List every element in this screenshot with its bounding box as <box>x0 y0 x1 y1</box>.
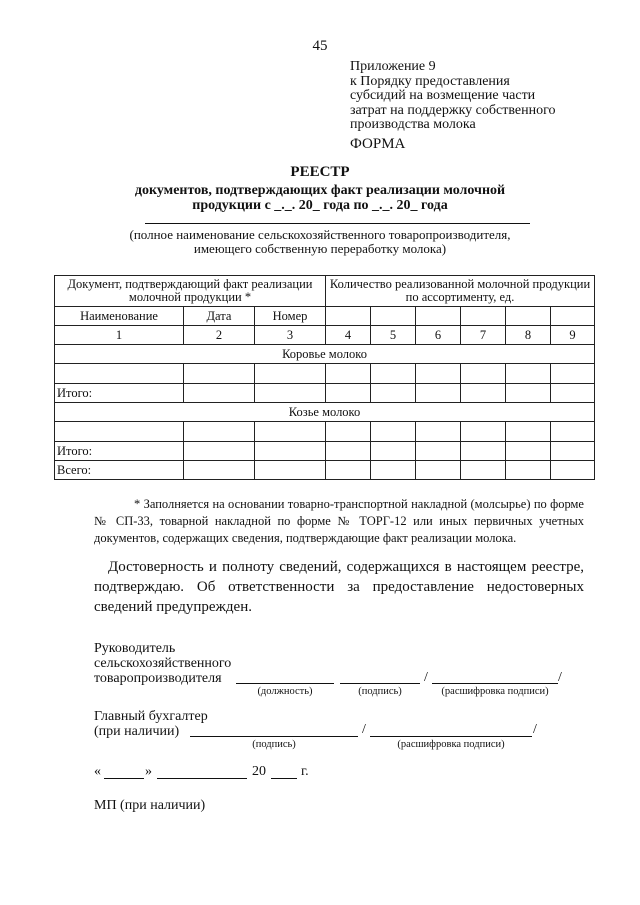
data-row <box>55 422 595 442</box>
qty-cell <box>371 307 416 326</box>
qty-cell <box>326 307 371 326</box>
caption-name: (расшифровка подписи) <box>397 739 505 750</box>
company-name-line <box>145 223 530 224</box>
caption-line: имеющего собственную переработку молока) <box>193 241 447 256</box>
doc-header: Документ, подтверждающий факт реализации молочной продукции * <box>55 276 326 307</box>
date-year-line[interactable] <box>271 778 297 779</box>
header-row <box>55 276 595 307</box>
appendix-line: субсидий на возмещение части <box>350 88 536 103</box>
caption-name: (расшифровка подписи) <box>441 686 549 697</box>
qty-header: Количество реализованной молочной продукции по ассортименту, ед. <box>326 276 595 307</box>
accountant-signature-label <box>94 709 294 739</box>
col-number: 1 <box>55 326 184 345</box>
appendix-line: Приложение 9 <box>350 59 436 74</box>
head-name-line[interactable] <box>432 683 558 684</box>
qty-cell <box>551 307 595 326</box>
col-number: 6 <box>416 326 461 345</box>
col-number: 2 <box>184 326 255 345</box>
head-signature-line[interactable] <box>340 683 420 684</box>
head-label-line: сельскохозяйственного <box>94 656 232 671</box>
head-label-line: Руководитель <box>94 641 176 656</box>
accountant-label-line: (при наличии) <box>94 724 180 739</box>
section-row-cow <box>55 345 595 364</box>
total-row <box>55 461 595 480</box>
date-open-quote: « <box>94 764 101 779</box>
qty-cell <box>506 307 551 326</box>
registry-table <box>54 275 595 480</box>
appendix-line: затрат на поддержку собственного <box>350 102 556 118</box>
appendix-block <box>350 60 630 133</box>
qty-cell <box>416 307 461 326</box>
caption-line: (полное наименование сельскохозяйственного товаропроизводителя, <box>129 227 511 242</box>
col-number: 8 <box>506 326 551 345</box>
footnote-text: * Заполняется на основании товарно-транспортной накладной (молсырье) по форме № СП-33, товарной накладной по форме № ТОРГ-12 или иных первичных учетных документов, содержащих сведения, подтверждающие факт реализации молока. <box>94 497 584 545</box>
col-number: 4 <box>326 326 371 345</box>
accountant-name-line[interactable] <box>370 736 532 737</box>
document-title: РЕЕСТР <box>290 164 350 180</box>
section-cow-milk: Коровье молоко <box>55 345 595 364</box>
accountant-signature-line[interactable] <box>190 736 358 737</box>
position-line[interactable] <box>236 683 334 684</box>
col-number: 9 <box>551 326 595 345</box>
head-label-line: товаропроизводителя <box>94 671 222 686</box>
date-year-suffix: г. <box>301 764 309 779</box>
subtitle-line: документов, подтверждающих факт реализации молочной <box>134 183 506 198</box>
section-goat-milk: Козье молоко <box>55 403 595 422</box>
footnote <box>94 496 584 547</box>
appendix-line: производства молока <box>350 117 476 132</box>
col-number: 3 <box>255 326 326 345</box>
subtotal-row <box>55 384 595 403</box>
statement-text: Достоверность и полноту сведений, содержащихся в настоящем реестре, подтверждаю. Об ответственности за предоставление недостоверных сведений предупрежден. <box>94 559 584 615</box>
subheader-date: Дата <box>184 307 255 326</box>
date-day-line[interactable] <box>104 778 144 779</box>
col-number: 5 <box>371 326 416 345</box>
head-signature-label <box>94 641 294 686</box>
date-year-prefix: 20 <box>252 764 266 779</box>
accountant-label-line: Главный бухгалтер <box>94 709 208 724</box>
subtotal-label: Итого: <box>55 442 184 461</box>
statement <box>94 557 584 617</box>
caption-position: (должность) <box>257 686 313 697</box>
subheader-number: Номер <box>255 307 326 326</box>
total-label: Всего: <box>55 461 184 480</box>
caption-signature: (подпись) <box>252 739 296 750</box>
subtotal-row <box>55 442 595 461</box>
col-number: 7 <box>461 326 506 345</box>
subtotal-label: Итого: <box>55 384 184 403</box>
appendix-line: к Порядку предоставления <box>350 73 510 89</box>
document-subtitle <box>100 183 540 213</box>
data-row <box>55 364 595 384</box>
form-label: ФОРМА <box>350 136 406 152</box>
caption-signature: (подпись) <box>358 686 402 697</box>
date-month-line[interactable] <box>157 778 247 779</box>
subheader-row <box>55 307 595 326</box>
stamp-label: МП (при наличии) <box>94 798 206 813</box>
page-number: 45 <box>312 38 328 54</box>
section-row-goat <box>55 403 595 422</box>
qty-cell <box>461 307 506 326</box>
column-number-row <box>55 326 595 345</box>
company-name-caption <box>100 228 540 256</box>
subheader-name: Наименование <box>55 307 184 326</box>
date-close-quote: » <box>145 764 152 779</box>
subtitle-line: продукции с _._. 20_ года по _._. 20_ года <box>192 198 448 213</box>
